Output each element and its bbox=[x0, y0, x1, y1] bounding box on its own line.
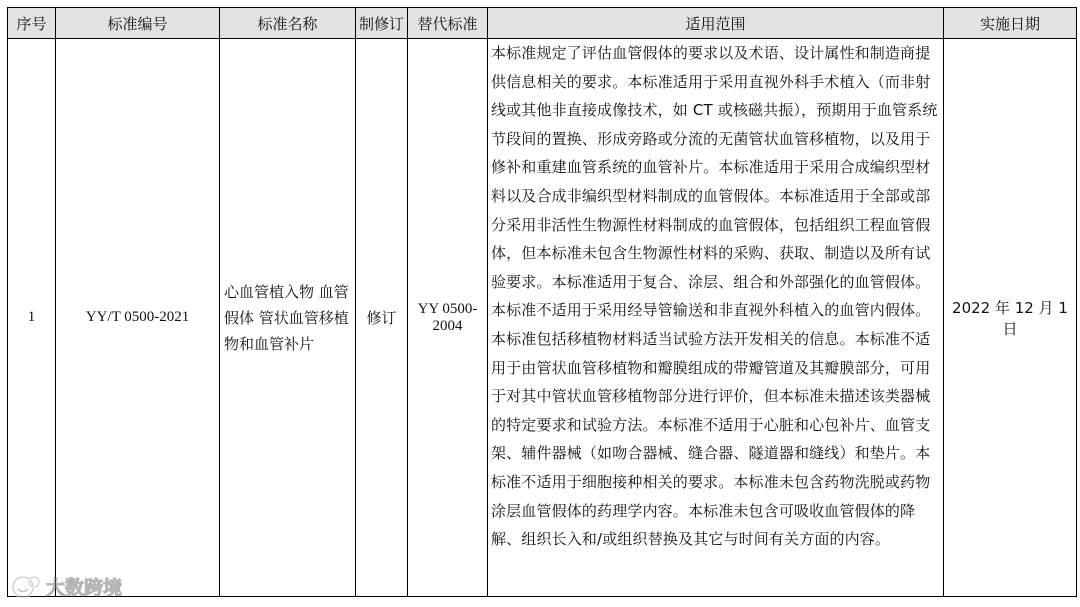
cell-scope: 本标准规定了评估血管假体的要求以及术语、设计属性和制造商提供信息相关的要求。本标准适用于采用直视外科手术植入（而非射线或其他非直接成像技术，如 CT 或核磁共振），预期用于血管系统节段间的置换、形成旁路或分流的无菌管状血管移植物，以及用于修补和重建血管系统的血管补片。本标准适用于采用合成编织型材料以及合成非编织型材料制成的血管假体。本标准适用于全部或部分采用非活性生物源性材料制成的血管假体，包括组织工程血管假体，但本标准未包含生物源性材料的采购、获取、制造以及所有试验要求。本标准适用于复合、涂层、组合和外部强化的血管假体。本标准不适用于采用经导管输送和非直视外科植入的血管内假体。本标准包括移植物材料适当试验方法开发相关的信息。本标准不适用于由管状血管移植物和瓣膜组成的带瓣管道及其瓣膜部分，可用于对其中管状血管移植物部分进行评价，但本标准未描述该类器械的特定要求和试验方法。本标准不适用于心脏和心包补片、血管支架、辅件器械（如吻合器械、缝合器、隧道器和缝线）和垫片。本标准不适用于细胞接种相关的要求。本标准未包含药物洗脱或药物涂层血管假体的药理学内容。本标准未包含可吸收血管假体的降解、组织长入和/或组织替换及其它与时间有关方面的内容。 bbox=[488, 39, 944, 597]
cell-revision: 修订 bbox=[356, 39, 408, 597]
cell-effective-date: 2022 年 12 月 1 日 bbox=[944, 39, 1077, 597]
standards-table bbox=[7, 7, 1077, 597]
header-replaced-standard: 替代标准 bbox=[408, 8, 488, 39]
table-row bbox=[8, 39, 1077, 597]
header-seq: 序号 bbox=[8, 8, 56, 39]
cell-replaced-standard: YY 0500-2004 bbox=[408, 39, 488, 597]
header-revision: 制修订 bbox=[356, 8, 408, 39]
table-header-row bbox=[8, 8, 1077, 39]
cell-standard-name: 心血管植入物 血管假体 管状血管移植物和血管补片 bbox=[220, 39, 356, 597]
header-effective-date: 实施日期 bbox=[944, 8, 1077, 39]
header-scope: 适用范围 bbox=[488, 8, 944, 39]
cell-standard-number: YY/T 0500-2021 bbox=[56, 39, 220, 597]
header-standard-name: 标准名称 bbox=[220, 8, 356, 39]
cell-seq: 1 bbox=[8, 39, 56, 597]
header-standard-number: 标准编号 bbox=[56, 8, 220, 39]
watermark-text: 大数跨境 bbox=[46, 577, 123, 599]
